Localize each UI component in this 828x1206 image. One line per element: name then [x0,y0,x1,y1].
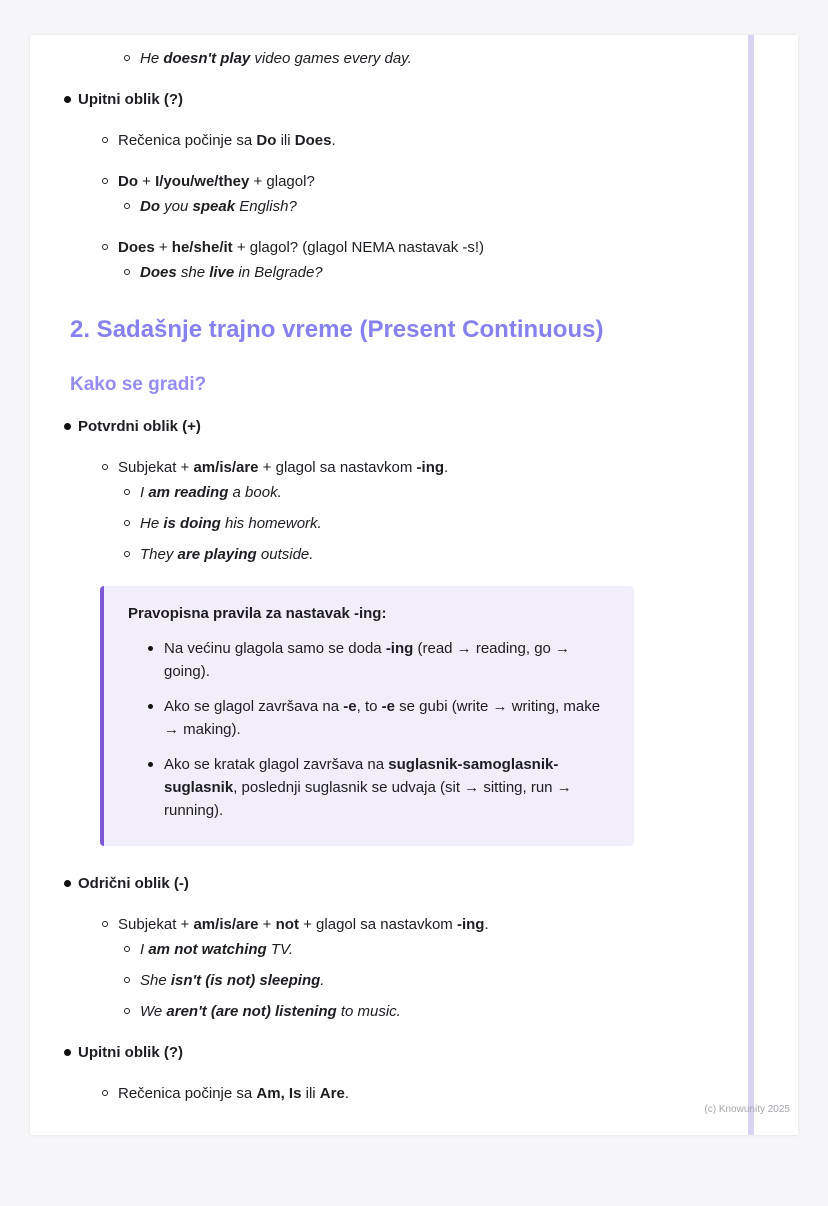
bullet-circle-icon [124,489,130,495]
text-segment: . [444,459,449,476]
text-segment: + [154,239,172,256]
list-item [70,1082,736,1105]
list-item [70,47,736,70]
bullet-disc-icon [148,762,153,767]
text-segment: he/she/it [171,239,233,256]
text-segment: (read → reading, go → going). [164,640,571,680]
text-segment: Upitni oblik (?) [78,91,183,108]
bullet-disc-icon [148,646,153,651]
text-segment: Rečenica počinje sa [118,132,257,149]
list-item [70,261,736,284]
text-segment: Does [118,239,155,256]
text-segment: Pravopisna pravila za nastavak -ing: [128,605,387,622]
text-segment: Rečenica počinje sa [118,1085,257,1102]
watermark: (c) Knowunity 2025 [704,1104,790,1115]
list-item-text [118,459,448,476]
list-item [70,88,736,111]
document-content [30,35,798,1105]
text-segment: + glagol? (glagol NEMA nastavak -s!) [232,239,485,256]
list-item [70,913,736,936]
list-item-text [78,418,201,435]
text-segment: suglasnik-samoglasnik-suglasnik [164,756,559,796]
text-segment: his homework. [220,515,322,532]
text-segment: + glagol sa nastavkom [298,916,457,933]
text-segment: , poslednji suglasnik se udvaja (sit → sitting, run → running). [164,779,572,819]
list-item-text [118,173,315,190]
list-item [70,481,736,504]
list-item-text [118,132,336,149]
bullet-circle-icon [102,921,108,927]
text-segment: . [331,132,336,149]
text-segment: isn't (is not) sleeping [170,972,321,989]
text-segment: live [209,264,235,281]
list-item-text [140,198,297,215]
text-segment: We [140,1003,167,1020]
text-segment: He [140,515,164,532]
list-item [70,1041,736,1064]
bullet-circle-icon [102,1090,108,1096]
text-segment: ili [276,132,295,149]
text-segment: am reading [148,484,229,501]
text-segment: she [176,264,210,281]
text-segment: am/is/are [193,459,259,476]
bullet-disc-icon [64,880,71,887]
list-item-text [78,91,183,108]
text-segment: She [140,972,171,989]
text-segment: Are [319,1085,345,1102]
list-item-text [140,972,324,989]
text-segment: a book. [228,484,282,501]
text-segment: . [484,916,489,933]
text-segment: you [160,198,193,215]
bullet-circle-icon [102,464,108,470]
list-item [70,456,736,479]
bullet-circle-icon [124,269,130,275]
text-segment: English? [235,198,297,215]
list-item [70,512,736,535]
text-segment: video games every day. [250,50,412,67]
bullet-circle-icon [124,203,130,209]
bullet-circle-icon [102,137,108,143]
text-segment: . [344,1085,349,1102]
text-segment: Subjekat + [118,459,194,476]
list-item-text [118,239,484,256]
callout-item-text [164,698,600,738]
text-segment: Na većinu glagola samo se doda [164,640,386,657]
document-page [30,35,798,1135]
text-segment: + [138,173,156,190]
text-segment: -ing [456,916,485,933]
bullet-disc-icon [64,423,71,430]
list-item [70,195,736,218]
text-segment: They [140,546,178,563]
list-item-text [140,546,313,563]
callout-item-text [164,640,570,680]
text-segment: Do [118,173,138,190]
text-segment: Do [256,132,277,149]
text-segment: -ing [416,459,445,476]
text-segment: TV. [266,941,294,958]
bullet-circle-icon [124,977,130,983]
bullet-disc-icon [64,1049,71,1056]
bullet-circle-icon [102,244,108,250]
list-item [70,938,736,961]
bullet-disc-icon [148,704,153,709]
text-segment: + glagol? [249,173,315,190]
list-item-text [140,515,322,532]
list-item [70,543,736,566]
list-item [70,415,736,438]
text-segment: se gubi (write → writing, make → making). [164,698,601,738]
text-segment: outside. [256,546,314,563]
text-segment: am not watching [148,941,267,958]
text-segment: , to [356,698,382,715]
text-segment: Does [294,132,332,149]
text-segment: to music. [336,1003,401,1020]
list-item-text [140,50,412,67]
text-segment: + glagol sa nastavkom [258,459,417,476]
text-segment: in Belgrade? [234,264,323,281]
list-item [70,1000,736,1023]
bullet-circle-icon [124,946,130,952]
text-segment: ili [301,1085,320,1102]
text-segment: I/you/we/they [155,173,250,190]
list-item-text [118,1085,349,1102]
text-segment: + [258,916,276,933]
list-item [70,129,736,152]
text-segment: I [140,484,149,501]
list-item-text [140,1003,401,1020]
text-segment: are playing [177,546,257,563]
bullet-circle-icon [124,520,130,526]
list-item [70,236,736,259]
text-segment: He [140,50,164,67]
list-item [70,170,736,193]
list-item [70,969,736,992]
subsection-heading: Kako se gradi? [70,374,207,395]
text-segment: aren't (are not) listening [166,1003,337,1020]
callout-box [100,586,634,846]
text-segment: Upitni oblik (?) [78,1044,183,1061]
text-segment: not [275,916,299,933]
callout-list-item [128,753,610,822]
bullet-circle-icon [102,178,108,184]
text-segment: -e [343,698,357,715]
list-item-text [118,916,489,933]
callout-item-text [164,756,572,819]
list-item-text [140,264,323,281]
text-segment: Am, Is [256,1085,302,1102]
text-segment: . [320,972,325,989]
text-segment: speak [192,198,236,215]
text-segment: I [140,941,149,958]
text-segment: Subjekat + [118,916,194,933]
list-item-text [78,1044,183,1061]
callout-list-item [128,637,610,683]
text-segment: Do [140,198,160,215]
bullet-disc-icon [64,96,71,103]
callout-title [128,602,610,625]
bullet-circle-icon [124,551,130,557]
section-heading: 2. Sadašnje trajno vreme (Present Continuous) [70,316,604,343]
list-item [70,872,736,895]
callout-list-item [128,695,610,741]
text-segment: Ako se glagol završava na [164,698,344,715]
text-segment: Odrični oblik (-) [78,875,189,892]
text-segment: Potvrdni oblik (+) [78,418,201,435]
bullet-circle-icon [124,1008,130,1014]
text-segment: doesn't play [163,50,251,67]
text-segment: Does [140,264,177,281]
text-segment: -e [381,698,395,715]
text-segment: -ing [385,640,414,657]
text-segment: am/is/are [193,916,259,933]
list-item-text [78,875,189,892]
text-segment: Ako se kratak glagol završava na [164,756,389,773]
list-item-text [140,941,293,958]
list-item-text [140,484,282,501]
bullet-circle-icon [124,55,130,61]
text-segment: is doing [163,515,221,532]
